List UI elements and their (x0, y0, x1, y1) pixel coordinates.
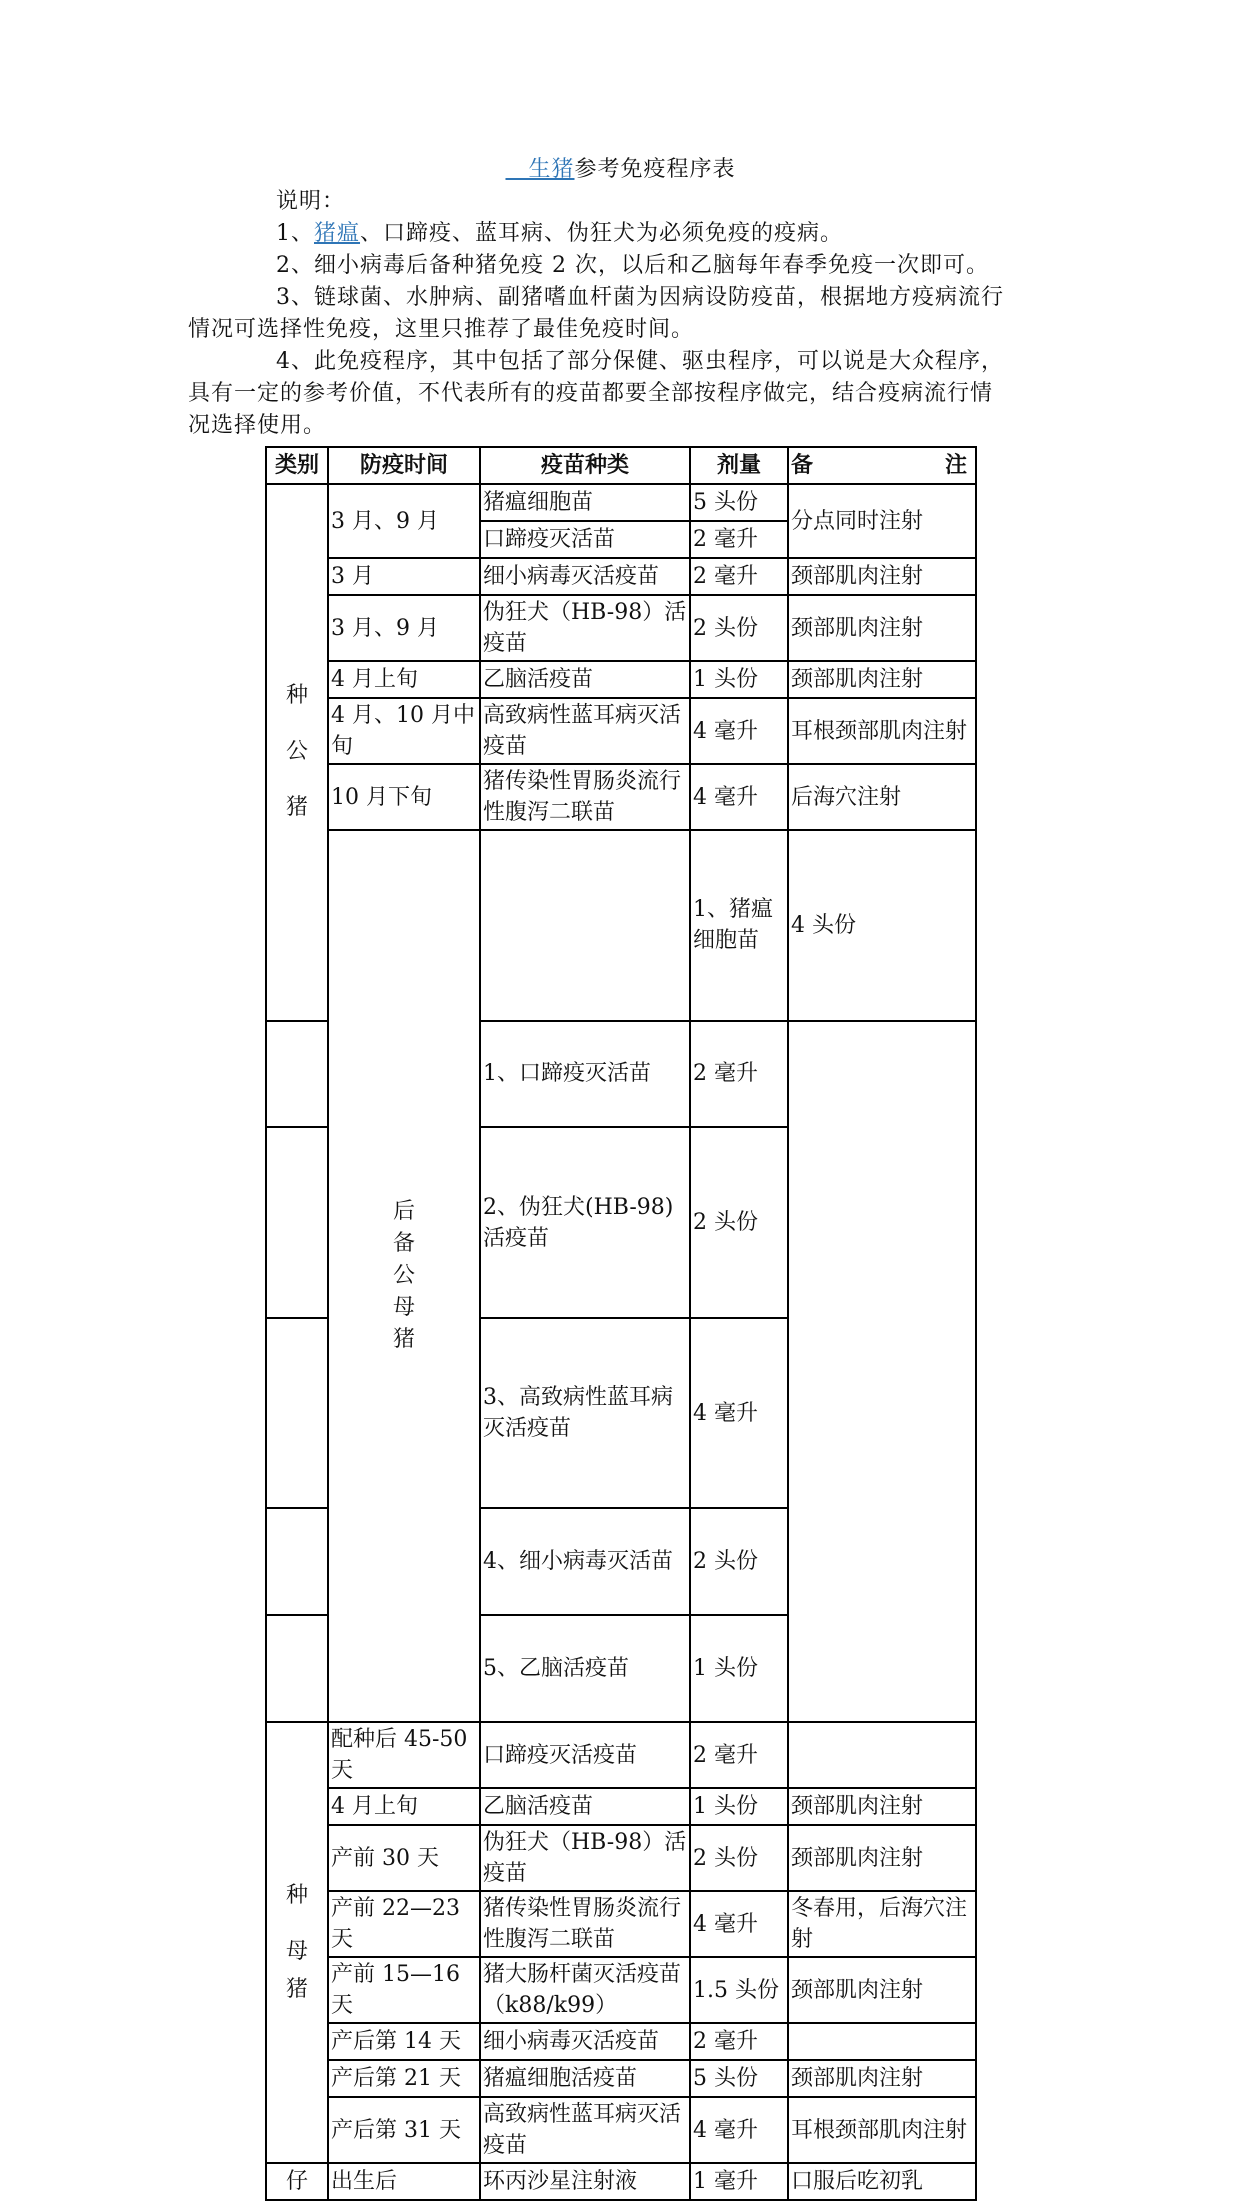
table-row (266, 1825, 976, 1891)
category-char: 猪 (285, 795, 308, 821)
vaccine-cell: 猪瘟细胞苗 (480, 484, 690, 521)
vaccination-table (265, 446, 977, 2201)
time-cell (266, 1021, 328, 1128)
time-cell (480, 830, 690, 1021)
time-cell: 产后第 31 天 (328, 2097, 480, 2163)
dose-cell: 4 毫升 (690, 764, 788, 830)
dose-cell: 4 毫升 (690, 698, 788, 764)
notes-heading: 说明： (276, 189, 346, 214)
time-cell: 10 月下旬 (328, 764, 480, 830)
category-reserve (328, 830, 480, 1722)
note-cell: 颈部肌肉注射 (788, 1957, 976, 2023)
table-row (266, 1891, 976, 1957)
category-char: 公 (392, 1263, 415, 1288)
category-char: 母 (285, 1938, 308, 1964)
vaccine-cell: 3、高致病性蓝耳病灭活疫苗 (480, 1318, 690, 1509)
note-1-link[interactable]: 猪瘟 (314, 221, 361, 246)
time-cell (266, 1318, 328, 1509)
dose-cell: 1 头份 (690, 1615, 788, 1722)
dose-cell: 4 毫升 (690, 2097, 788, 2163)
table-row (266, 830, 976, 1021)
vaccine-cell: 1、猪瘟细胞苗 (690, 830, 788, 1021)
time-cell (266, 1615, 328, 1722)
category-char: 后 (392, 1199, 415, 1224)
vaccine-cell: 猪传染性胃肠炎流行性腹泻二联苗 (480, 1891, 690, 1957)
vaccine-cell: 伪狂犬（HB-98）活疫苗 (480, 595, 690, 661)
dose-cell: 1 头份 (690, 1788, 788, 1825)
dose-cell: 5 头份 (690, 484, 788, 521)
time-cell: 配种后 45-50 天 (328, 1722, 480, 1788)
header-vaccine: 疫苗种类 (480, 447, 690, 484)
note-cell: 冬春用，后海穴注射 (788, 1891, 976, 1957)
time-cell: 产前 30 天 (328, 1825, 480, 1891)
note-2: 2、细小病毒后备种猪免疫 2 次，以后和乙脑每年春季免疫一次即可。 (276, 253, 989, 278)
header-category: 类别 (266, 447, 328, 484)
header-dose: 剂量 (690, 447, 788, 484)
dose-cell: 2 头份 (690, 1127, 788, 1318)
note-4-line-2: 具有一定的参考价值，不代表所有的疫苗都要全部按程序做完，结合疫病流行情 (188, 381, 994, 406)
note-cell: 分点同时注射 (788, 484, 976, 558)
category-char: 母 (392, 1295, 415, 1320)
header-note-b: 注 (944, 452, 967, 478)
note-cell: 颈部肌肉注射 (788, 2060, 976, 2097)
dose-cell: 2 头份 (690, 1825, 788, 1891)
table-row (266, 764, 976, 830)
intro-notes (188, 186, 1060, 442)
time-cell: 4 月、10 月中旬 (328, 698, 480, 764)
dose-cell: 2 毫升 (690, 1722, 788, 1788)
time-cell: 产后第 21 天 (328, 2060, 480, 2097)
vaccine-cell: 4、细小病毒灭活苗 (480, 1508, 690, 1615)
time-cell: 3 月、9 月 (328, 484, 480, 558)
dose-cell: 1 头份 (690, 661, 788, 698)
header-time: 防疫时间 (328, 447, 480, 484)
time-cell (266, 1508, 328, 1615)
time-cell: 产后第 14 天 (328, 2023, 480, 2060)
dose-cell: 2 毫升 (690, 1021, 788, 1128)
vaccine-cell: 猪大肠杆菌灭活疫苗（k88/k99） (480, 1957, 690, 2023)
category-char: 备 (392, 1231, 415, 1256)
dose-cell: 2 头份 (690, 595, 788, 661)
note-4-line-1: 4、此免疫程序，其中包括了部分保健、驱虫程序，可以说是大众程序， (276, 349, 1004, 374)
dose-cell: 1 毫升 (690, 2163, 788, 2200)
table-row (266, 1957, 976, 2023)
time-cell: 3 月、9 月 (328, 595, 480, 661)
table-row (266, 1722, 976, 1788)
category-char: 猪 (392, 1327, 415, 1352)
table-row (266, 661, 976, 698)
note-cell: 后海穴注射 (788, 764, 976, 830)
dose-cell: 2 毫升 (690, 2023, 788, 2060)
note-cell (788, 2023, 976, 2060)
note-1-text: 、口蹄疫、蓝耳病、伪狂犬为必须免疫的疫病。 (360, 221, 844, 246)
category-char: 种 (285, 1882, 308, 1908)
vaccine-cell: 乙脑活疫苗 (480, 1788, 690, 1825)
vaccine-cell: 细小病毒灭活疫苗 (480, 2023, 690, 2060)
category-char: 猪 (285, 1976, 308, 2002)
note-cell: 口服后吃初乳 (788, 2163, 976, 2200)
table-row (266, 2163, 976, 2200)
time-cell: 产前 22—23 天 (328, 1891, 480, 1957)
vaccine-cell: 猪传染性胃肠炎流行性腹泻二联苗 (480, 764, 690, 830)
note-cell: 颈部肌肉注射 (788, 1825, 976, 1891)
vaccine-cell: 口蹄疫灭活疫苗 (480, 1722, 690, 1788)
dose-cell: 4 毫升 (690, 1891, 788, 1957)
vaccine-cell: 2、伪狂犬(HB-98)活疫苗 (480, 1127, 690, 1318)
note-1-prefix: 1、 (276, 221, 314, 246)
dose-cell: 2 毫升 (690, 521, 788, 558)
header-note (788, 447, 976, 484)
vaccine-cell: 细小病毒灭活疫苗 (480, 558, 690, 595)
table-row (266, 558, 976, 595)
table-header-row (266, 447, 976, 484)
note-cell: 耳根颈部肌肉注射 (788, 698, 976, 764)
dose-cell: 4 毫升 (690, 1318, 788, 1509)
note-cell: 颈部肌肉注射 (788, 595, 976, 661)
vaccine-cell: 口蹄疫灭活苗 (480, 521, 690, 558)
time-cell: 3 月 (328, 558, 480, 595)
dose-cell: 5 头份 (690, 2060, 788, 2097)
note-cell (788, 1722, 976, 1788)
table-row (266, 2060, 976, 2097)
table-row (266, 595, 976, 661)
vaccine-cell: 高致病性蓝耳病灭活疫苗 (480, 698, 690, 764)
header-note-a: 备 (791, 452, 814, 478)
category-boar (266, 484, 328, 1021)
vaccine-cell: 乙脑活疫苗 (480, 661, 690, 698)
note-cell: 颈部肌肉注射 (788, 1788, 976, 1825)
note-3-line-1: 3、链球菌、水肿病、副猪嗜血杆菌为因病设防疫苗，根据地方疫病流行 (276, 285, 1004, 310)
time-cell: 产前 15—16 天 (328, 1957, 480, 2023)
vaccine-cell: 高致病性蓝耳病灭活疫苗 (480, 2097, 690, 2163)
vaccine-cell: 1、口蹄疫灭活苗 (480, 1021, 690, 1128)
vaccine-cell: 伪狂犬（HB-98）活疫苗 (480, 1825, 690, 1891)
time-cell: 4 月上旬 (328, 1788, 480, 1825)
dose-cell: 1.5 头份 (690, 1957, 788, 2023)
title-text: 参考免疫程序表 (574, 157, 736, 182)
note-3-line-2: 情况可选择性免疫，这里只推荐了最佳免疫时间。 (188, 317, 695, 342)
table-row (266, 2097, 976, 2163)
dose-cell: 4 头份 (788, 830, 976, 1021)
table-row (266, 698, 976, 764)
title-link[interactable]: 生猪 (505, 157, 575, 182)
vaccine-cell: 5、乙脑活疫苗 (480, 1615, 690, 1722)
note-cell: 颈部肌肉注射 (788, 558, 976, 595)
category-piglet: 仔 (266, 2163, 328, 2200)
vaccine-cell: 猪瘟细胞活疫苗 (480, 2060, 690, 2097)
time-cell: 出生后 (328, 2163, 480, 2200)
time-cell: 4 月上旬 (328, 661, 480, 698)
table-row (266, 2023, 976, 2060)
table-row (266, 484, 976, 521)
time-cell (266, 1127, 328, 1318)
note-1 (188, 218, 1060, 250)
category-sow (266, 1722, 328, 2163)
note-4-line-3: 况选择使用。 (188, 413, 327, 438)
page-title (0, 154, 1241, 186)
category-char: 公 (285, 739, 308, 765)
dose-cell: 2 毫升 (690, 558, 788, 595)
note-cell: 耳根颈部肌肉注射 (788, 2097, 976, 2163)
table-row (266, 1788, 976, 1825)
dose-cell: 2 头份 (690, 1508, 788, 1615)
vaccine-cell: 环丙沙星注射液 (480, 2163, 690, 2200)
note-cell: 颈部肌肉注射 (788, 661, 976, 698)
category-char: 种 (285, 683, 308, 709)
